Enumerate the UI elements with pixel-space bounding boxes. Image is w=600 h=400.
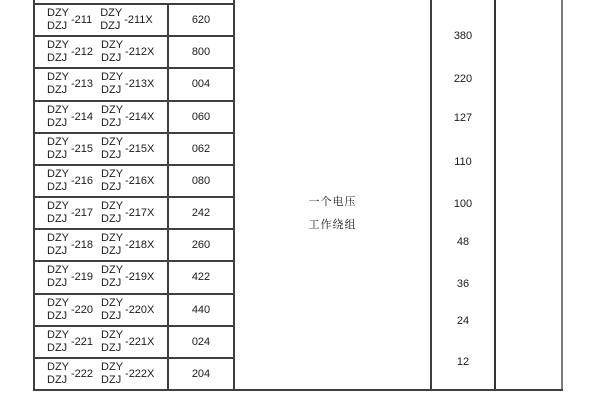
model-series-stack [47,71,69,97]
spec-table [33,0,563,391]
model-series-bottom: DZJ [47,84,68,97]
model-pair-primary [47,264,93,290]
model-series-stack [101,297,123,323]
voltage-value: 380 [453,30,473,42]
table-row [35,293,233,325]
model-series-stack [47,7,69,33]
model-suffix: -221 [71,335,94,348]
model-series-top: DZY [47,103,69,116]
model-suffix: -220 [71,303,94,316]
table-row [35,3,233,35]
model-series-bottom: DZJ [101,341,122,354]
model-series-stack [101,168,123,194]
model-series-bottom: DZJ [101,84,122,97]
model-series-top: DZY [47,296,69,309]
model-series-bottom: DZJ [101,148,122,161]
model-suffix: -222 [71,367,94,380]
model-suffix: -214 [71,110,94,123]
model-cell [35,37,169,67]
model-series-top: DZY [47,200,69,213]
table-row [35,164,233,196]
model-pair-variant [101,200,154,226]
model-suffix: -211 [71,14,93,27]
model-cell [35,166,169,196]
model-series-top: DZY [47,360,69,373]
model-pair-primary [47,168,93,194]
table-row [35,35,233,67]
empty-column [496,0,563,389]
code-value: 260 [191,239,211,252]
model-series-bottom: DZJ [47,20,68,33]
model-series-top: DZY [101,135,124,148]
model-pair-variant [100,7,153,33]
model-pair-primary [47,329,93,355]
model-pair-variant [101,136,154,162]
model-pair-primary [47,71,93,97]
model-cell [35,327,169,357]
winding-label-line2: 工作绕组 [308,219,357,231]
model-pair-variant [101,104,154,130]
code-cell [169,5,233,35]
model-series-bottom: DZJ [47,180,68,193]
model-cell [35,295,169,325]
model-pair-variant [101,264,154,290]
table-row [35,67,233,99]
model-suffix: -218X [125,239,155,252]
model-series-top: DZY [47,7,69,20]
model-suffix: -213 [71,78,94,91]
model-suffix: -222X [125,367,155,380]
model-series-stack [101,200,123,226]
model-value-columns [35,0,235,389]
model-pair-primary [47,104,93,130]
model-series-top: DZY [100,7,123,20]
model-series-bottom: DZJ [101,245,122,258]
code-cell [169,102,233,132]
model-cell [35,102,169,132]
model-series-top: DZY [101,328,124,341]
code-value: 422 [191,271,211,284]
winding-column [235,0,432,389]
model-pair-variant [101,361,154,387]
model-series-bottom: DZJ [47,373,68,386]
code-value: 062 [191,142,211,155]
model-suffix: -220X [125,303,155,316]
model-series-top: DZY [101,200,124,213]
model-series-top: DZY [101,39,124,52]
model-pair-primary [47,297,93,323]
model-series-top: DZY [101,71,124,84]
model-series-top: DZY [47,39,69,52]
voltage-value: 220 [453,73,473,85]
code-value: 080 [191,174,211,187]
voltage-value: 24 [456,315,470,327]
code-value: 204 [191,367,211,380]
model-suffix: -216X [125,174,155,187]
model-suffix: -211X [124,14,153,27]
model-series-bottom: DZJ [100,20,121,33]
model-pair-variant [101,71,154,97]
model-suffix: -213X [125,78,155,91]
model-series-stack [47,329,69,355]
model-suffix: -212 [71,46,94,59]
code-cell [169,262,233,292]
model-pair-primary [47,136,93,162]
voltage-value: 100 [453,198,473,210]
model-series-bottom: DZJ [101,373,122,386]
model-suffix: -217X [125,207,155,220]
model-suffix: -216 [71,174,94,187]
model-cell [35,69,169,99]
model-pair-variant [101,39,154,65]
model-series-top: DZY [101,360,124,373]
model-series-stack [47,297,69,323]
model-suffix: -215X [125,142,155,155]
model-series-top: DZY [101,296,124,309]
code-value: 004 [191,78,211,91]
model-series-stack [47,232,69,258]
code-cell [169,327,233,357]
model-series-bottom: DZJ [47,213,68,226]
model-series-stack [101,329,123,355]
model-pair-variant [101,297,154,323]
voltage-column [432,0,496,389]
model-series-top: DZY [47,264,69,277]
model-cell [35,230,169,260]
model-cell [35,5,169,35]
model-series-top: DZY [101,264,124,277]
voltage-value: 127 [453,112,473,124]
model-cell [35,359,169,389]
model-series-stack [101,39,123,65]
model-pair-variant [101,168,154,194]
table-row [35,357,233,389]
model-pair-primary [47,232,93,258]
model-suffix: -221X [125,335,155,348]
model-series-stack [47,264,69,290]
model-series-bottom: DZJ [101,180,122,193]
model-pair-variant [101,329,154,355]
model-cell [35,134,169,164]
model-series-bottom: DZJ [47,245,68,258]
table-row [35,132,233,164]
model-pair-primary [47,39,93,65]
model-suffix: -215 [71,142,94,155]
model-series-bottom: DZJ [101,309,122,322]
model-series-top: DZY [47,167,69,180]
model-series-top: DZY [47,232,69,245]
voltage-value: 110 [454,156,472,168]
table-row [35,260,233,292]
model-suffix: -219 [71,271,94,284]
model-series-stack [47,39,69,65]
model-series-stack [47,136,69,162]
model-series-bottom: DZJ [47,52,68,65]
model-series-stack [47,104,69,130]
model-series-bottom: DZJ [101,213,122,226]
model-series-stack [47,200,69,226]
model-series-top: DZY [47,71,69,84]
model-suffix: -217 [71,207,94,220]
table-row [35,325,233,357]
model-series-top: DZY [101,103,124,116]
model-series-stack [47,168,69,194]
code-cell [169,37,233,67]
code-cell [169,166,233,196]
code-cell [169,69,233,99]
model-series-bottom: DZJ [47,148,68,161]
model-series-bottom: DZJ [47,309,68,322]
model-series-stack [101,104,123,130]
voltage-value: 48 [456,236,470,248]
code-cell [169,359,233,389]
code-value: 242 [191,207,211,220]
model-series-top: DZY [47,135,69,148]
model-series-bottom: DZJ [47,116,68,129]
model-series-bottom: DZJ [47,277,68,290]
code-cell [169,230,233,260]
model-series-stack [101,232,123,258]
winding-label-line1: 一个电压 [308,196,357,208]
model-series-top: DZY [47,328,69,341]
code-value: 440 [191,303,211,316]
code-value: 060 [191,110,211,123]
code-value: 024 [191,335,211,348]
model-series-top: DZY [101,232,124,245]
model-suffix: -219X [125,271,155,284]
model-pair-variant [101,232,154,258]
model-pair-primary [47,200,93,226]
model-suffix: -214X [125,110,155,123]
model-cell [35,198,169,228]
model-series-stack [47,361,69,387]
model-suffix: -212X [125,46,155,59]
table-row [35,228,233,260]
voltage-value: 36 [456,278,470,290]
voltage-value: 12 [456,356,470,368]
model-series-bottom: DZJ [101,52,122,65]
model-series-stack [101,71,123,97]
code-value: 620 [191,14,211,27]
model-series-bottom: DZJ [101,116,122,129]
model-cell [35,262,169,292]
table-row [35,100,233,132]
model-series-bottom: DZJ [47,341,68,354]
model-series-top: DZY [101,167,124,180]
model-pair-primary [47,7,92,33]
code-cell [169,198,233,228]
model-series-stack [101,361,123,387]
code-cell [169,134,233,164]
model-series-stack [101,136,123,162]
model-series-bottom: DZJ [101,277,122,290]
code-cell [169,295,233,325]
model-series-stack [100,7,122,33]
code-value: 800 [191,46,211,59]
model-pair-primary [47,361,93,387]
model-suffix: -218 [71,239,94,252]
table-row [35,196,233,228]
model-series-stack [101,264,123,290]
